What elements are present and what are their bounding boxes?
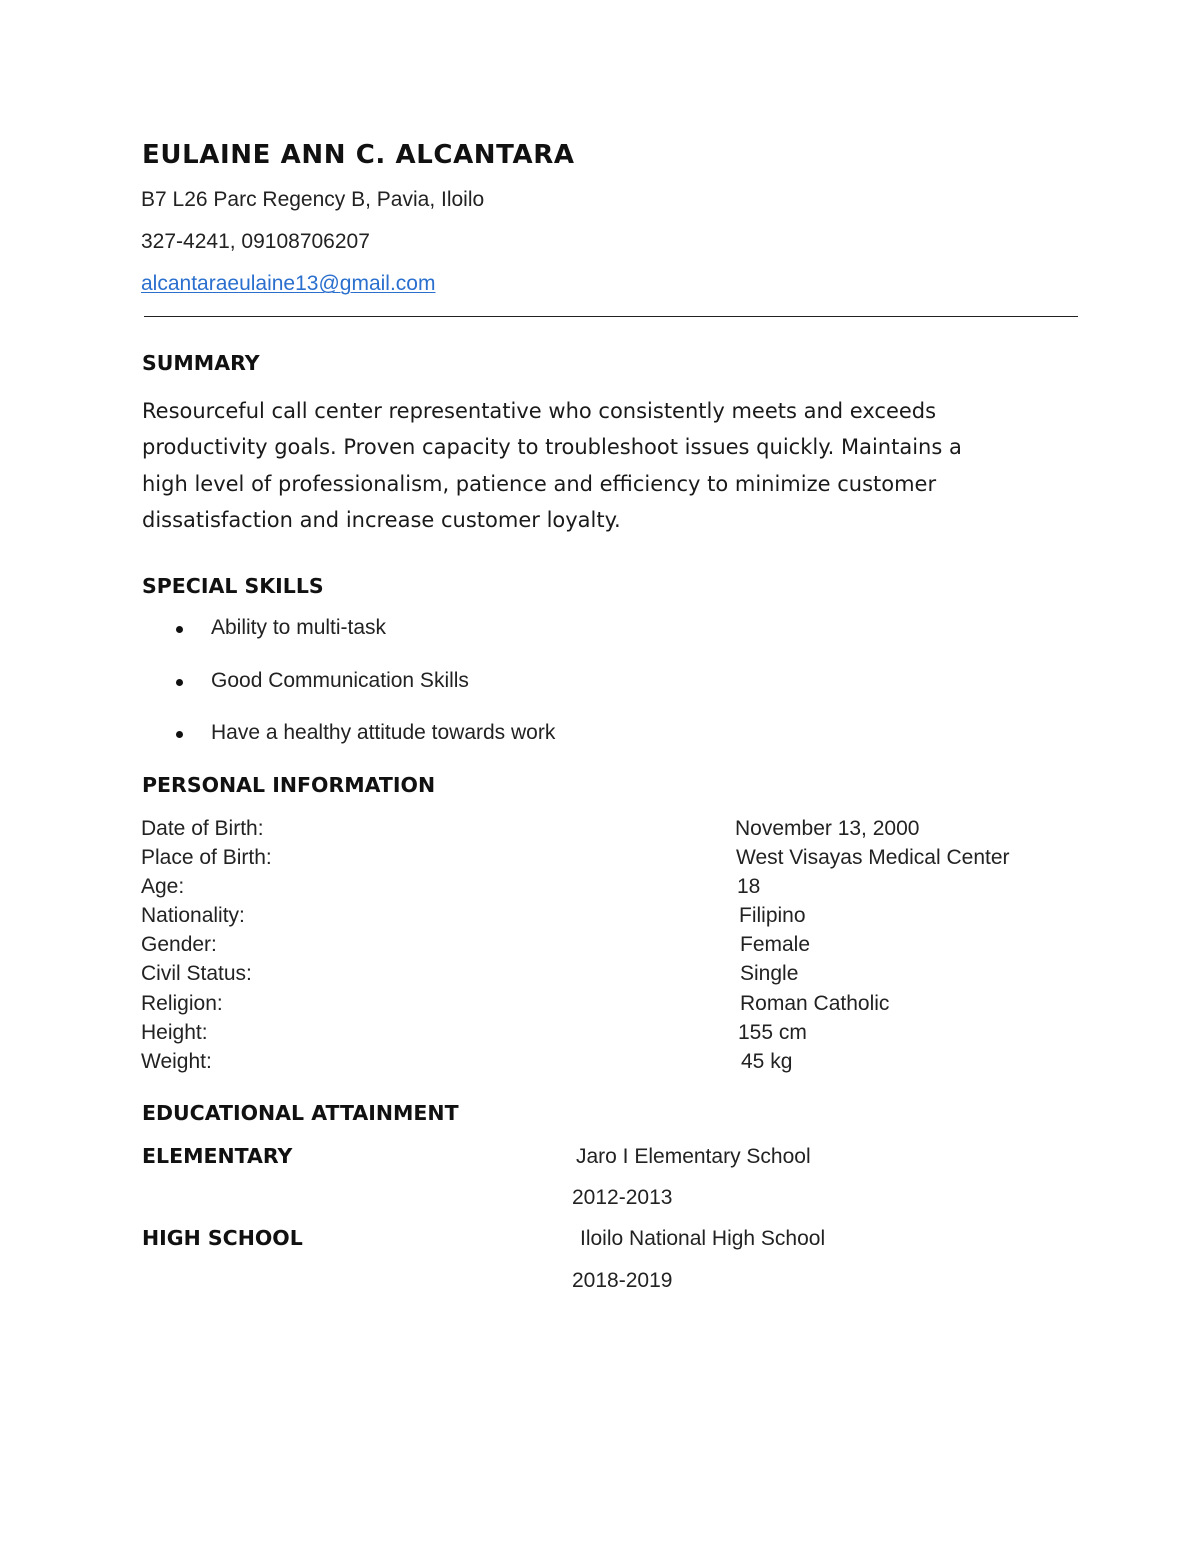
info-value-civil-status: Single	[740, 962, 799, 985]
summary-line: productivity goals. Proven capacity to troubleshoot issues quickly. Maintains a	[142, 435, 962, 460]
address-text: B7 L26 Parc Regency B, Pavia, Iloilo	[141, 188, 485, 211]
info-label-gender: Gender:	[141, 933, 217, 956]
info-value-gender: Female	[740, 933, 811, 956]
info-value-religion: Roman Catholic	[740, 992, 890, 1015]
edu-level-highschool: HIGH SCHOOL	[142, 1226, 303, 1250]
info-value-birthdate: November 13, 2000	[735, 817, 920, 840]
bullet-icon	[176, 679, 183, 686]
info-value-nationality: Filipino	[739, 904, 806, 927]
skill-text: Ability to multi-task	[211, 616, 387, 639]
summary-line: high level of professionalism, patience and efficiency to minimize customer	[142, 471, 937, 496]
header-divider	[144, 316, 1078, 317]
edu-school-highschool: Iloilo National High School	[580, 1227, 826, 1250]
info-label-nationality: Nationality:	[141, 904, 245, 927]
education-heading: EDUCATIONAL ATTAINMENT	[142, 1101, 459, 1125]
info-label-age: Age:	[141, 875, 185, 898]
skill-text: Good Communication Skills	[211, 669, 469, 692]
personal-heading: PERSONAL INFORMATION	[142, 773, 436, 797]
skill-text: Have a healthy attitude towards work	[211, 721, 556, 744]
edu-years-elementary: 2012-2013	[572, 1186, 673, 1209]
bullet-icon	[176, 731, 183, 738]
info-label-height: Height:	[141, 1021, 208, 1044]
summary-heading: SUMMARY	[142, 351, 260, 375]
bullet-icon	[176, 626, 183, 633]
summary-paragraph	[142, 393, 1042, 538]
info-label-religion: Religion:	[141, 992, 223, 1015]
phone-text: 327-4241, 09108706207	[141, 230, 370, 253]
info-label-weight: Weight:	[141, 1050, 212, 1073]
resume-name: EULAINE ANN C. ALCANTARA	[142, 140, 575, 170]
info-label-birthdate: Date of Birth:	[141, 817, 264, 840]
edu-school-elementary: Jaro I Elementary School	[576, 1145, 811, 1168]
edu-years-highschool: 2018-2019	[572, 1269, 673, 1292]
info-value-height: 155 cm	[738, 1021, 807, 1044]
summary-line: Resourceful call center representative who consistently meets and exceeds	[142, 399, 937, 423]
skills-heading: SPECIAL SKILLS	[142, 574, 324, 598]
info-value-weight: 45 kg	[741, 1050, 793, 1073]
info-value-birthplace: West Visayas Medical Center	[736, 846, 1010, 869]
info-value-age: 18	[737, 875, 761, 898]
summary-line: dissatisfaction and increase customer loyalty.	[142, 507, 621, 532]
edu-level-elementary: ELEMENTARY	[142, 1144, 293, 1168]
email-link[interactable]: alcantaraeulaine13@gmail.com	[141, 272, 436, 295]
info-label-civil-status: Civil Status:	[141, 962, 252, 985]
info-label-birthplace: Place of Birth:	[141, 846, 272, 869]
